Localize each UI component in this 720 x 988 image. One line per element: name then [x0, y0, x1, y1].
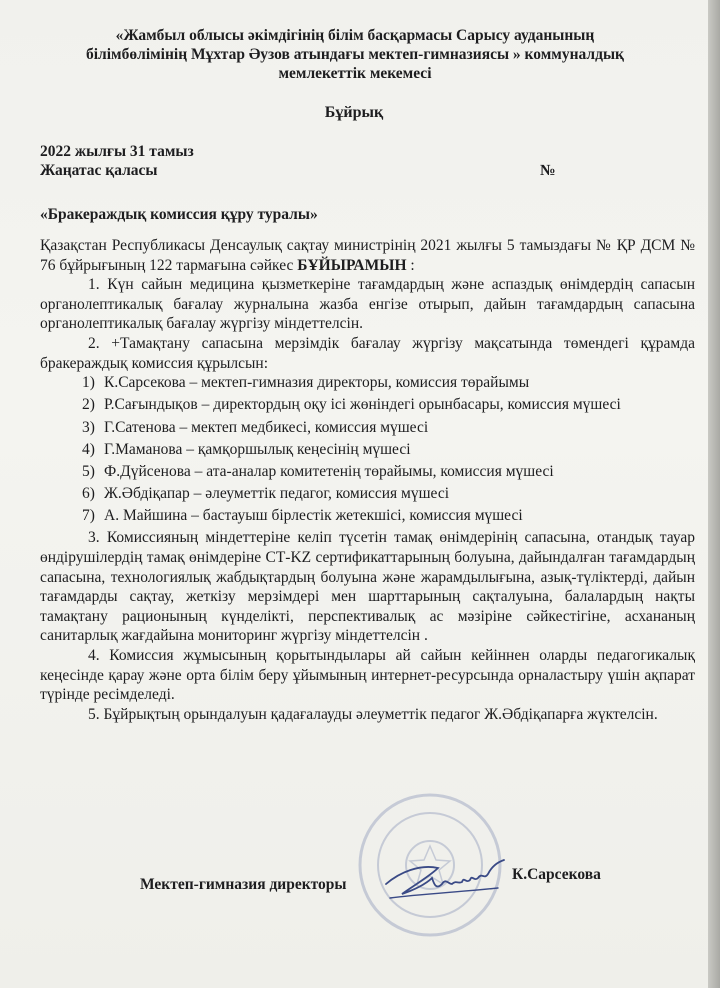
document-city: Жаңатас қаласы — [40, 162, 158, 179]
signer-name: К.Сарсекова — [512, 866, 601, 883]
list-item: 5) Ф.Дүйсенова – ата-аналар комитетенің төрайымы, комиссия мүшесі — [82, 462, 554, 480]
header-line-1: «Жамбыл облысы әкімдігінің білім басқармасы Сарысу ауданының — [115, 27, 595, 44]
point-3: 3. Комиссияның міндеттеріне келіп түсетін тамақ өнімдерінің сапасына, отандық тауар өндірушілердің тамақ өнімдеріне СТ-KZ сертификаттарының болуына, дайындалған тағамдардың сапасына, технологиялық жабдықтардың болуына және жарамдылығына, азық-түліктерді, дайын тағамдарды сақтау, жеткізу мерзімдері мен шарттарының сақталуына, балалардың нақты тамақтану рационының күнделікті, перспективалық ас мәзіріне сәйкестігіне, асхананың санитарлық жағдайына мониторинг жүргізу міндеттелсін . — [40, 529, 695, 645]
point-5: 5. Бұйрықтың орындалуын қадағалауды әлеуметтік педагог Ж.Әбдіқапарға жүктелсін. — [88, 705, 658, 723]
signer-position: Мектеп-гимназия директоры — [140, 876, 347, 893]
paper-edge — [708, 0, 720, 988]
list-item: 6) Ж.Әбдіқапар – әлеуметтік педагог, комиссия мүшесі — [82, 485, 450, 503]
header-line-2: білімбөлімінің Мұхтар Әузов атындағы мектеп-гимназиясы » коммуналдық — [86, 46, 624, 63]
document-subject: «Бракераждық комиссия құру туралы» — [40, 206, 318, 223]
handwritten-signature-icon — [380, 854, 510, 910]
intro-order-word: БҰЙЫРАМЫН — [297, 256, 407, 274]
intro-paragraph — [40, 236, 695, 275]
list-item: 7) А. Майшина – бастауыш бірлестік жетекшісі, комиссия мүшесі — [82, 507, 523, 525]
signature-block — [140, 866, 640, 906]
list-item: 3) Г.Сатенова – мектеп медбикесі, комиссия мүшесі — [82, 418, 429, 436]
document-header — [40, 26, 670, 83]
intro-end: : — [406, 256, 415, 274]
list-item: 2) Р.Сағындықов – директордың оқу ісі жөніндегі орынбасары, комиссия мүшесі — [82, 396, 621, 414]
document-body — [40, 236, 695, 724]
point-1: 1. Күн сайын медицина қызметкеріне тағамдардың және аспаздық өнімдердің сапасын органолептикалық бағалау журналына жазба енгізе отырып, дайын тағамдардың сапасына органолептикалық бағалау жүргізу міндеттелсін. — [40, 276, 695, 333]
document-title: Бұйрық — [324, 104, 384, 121]
list-item: 1) К.Сарсекова – мектеп-гимназия директоры, комиссия төрайымы — [82, 374, 530, 392]
list-item: 4) Г.Маманова – қамқоршылық кеңесінің мүшесі — [82, 440, 411, 458]
point-2: 2. +Тамақтану сапасына мерзімдік бағалау жүргізу мақсатында төмендегі құрамда бракераждық комиссия құрылсын: — [40, 334, 695, 372]
members-list — [40, 373, 695, 526]
point-4: 4. Комиссия жұмысының қорытындылары ай сайын кейіннен оларды педагогикалық кеңесінде қарау және орта білім беру ұйымының интернет-ресурсында орналастыру үшін ақпарат түрінде ресімделеді. — [40, 647, 695, 704]
header-line-3: мемлекеттік мекемесі — [278, 65, 432, 82]
document-number-sign: № — [540, 162, 556, 179]
intro-text: Қазақстан Республикасы Денсаулық сақтау министрінің 2021 жылғы 5 тамыздағы № ҚР ДСМ № 76 бұйрығының 122 тармағына сәйкес — [40, 237, 695, 274]
document-date: 2022 жылғы 31 тамыз — [40, 143, 194, 160]
